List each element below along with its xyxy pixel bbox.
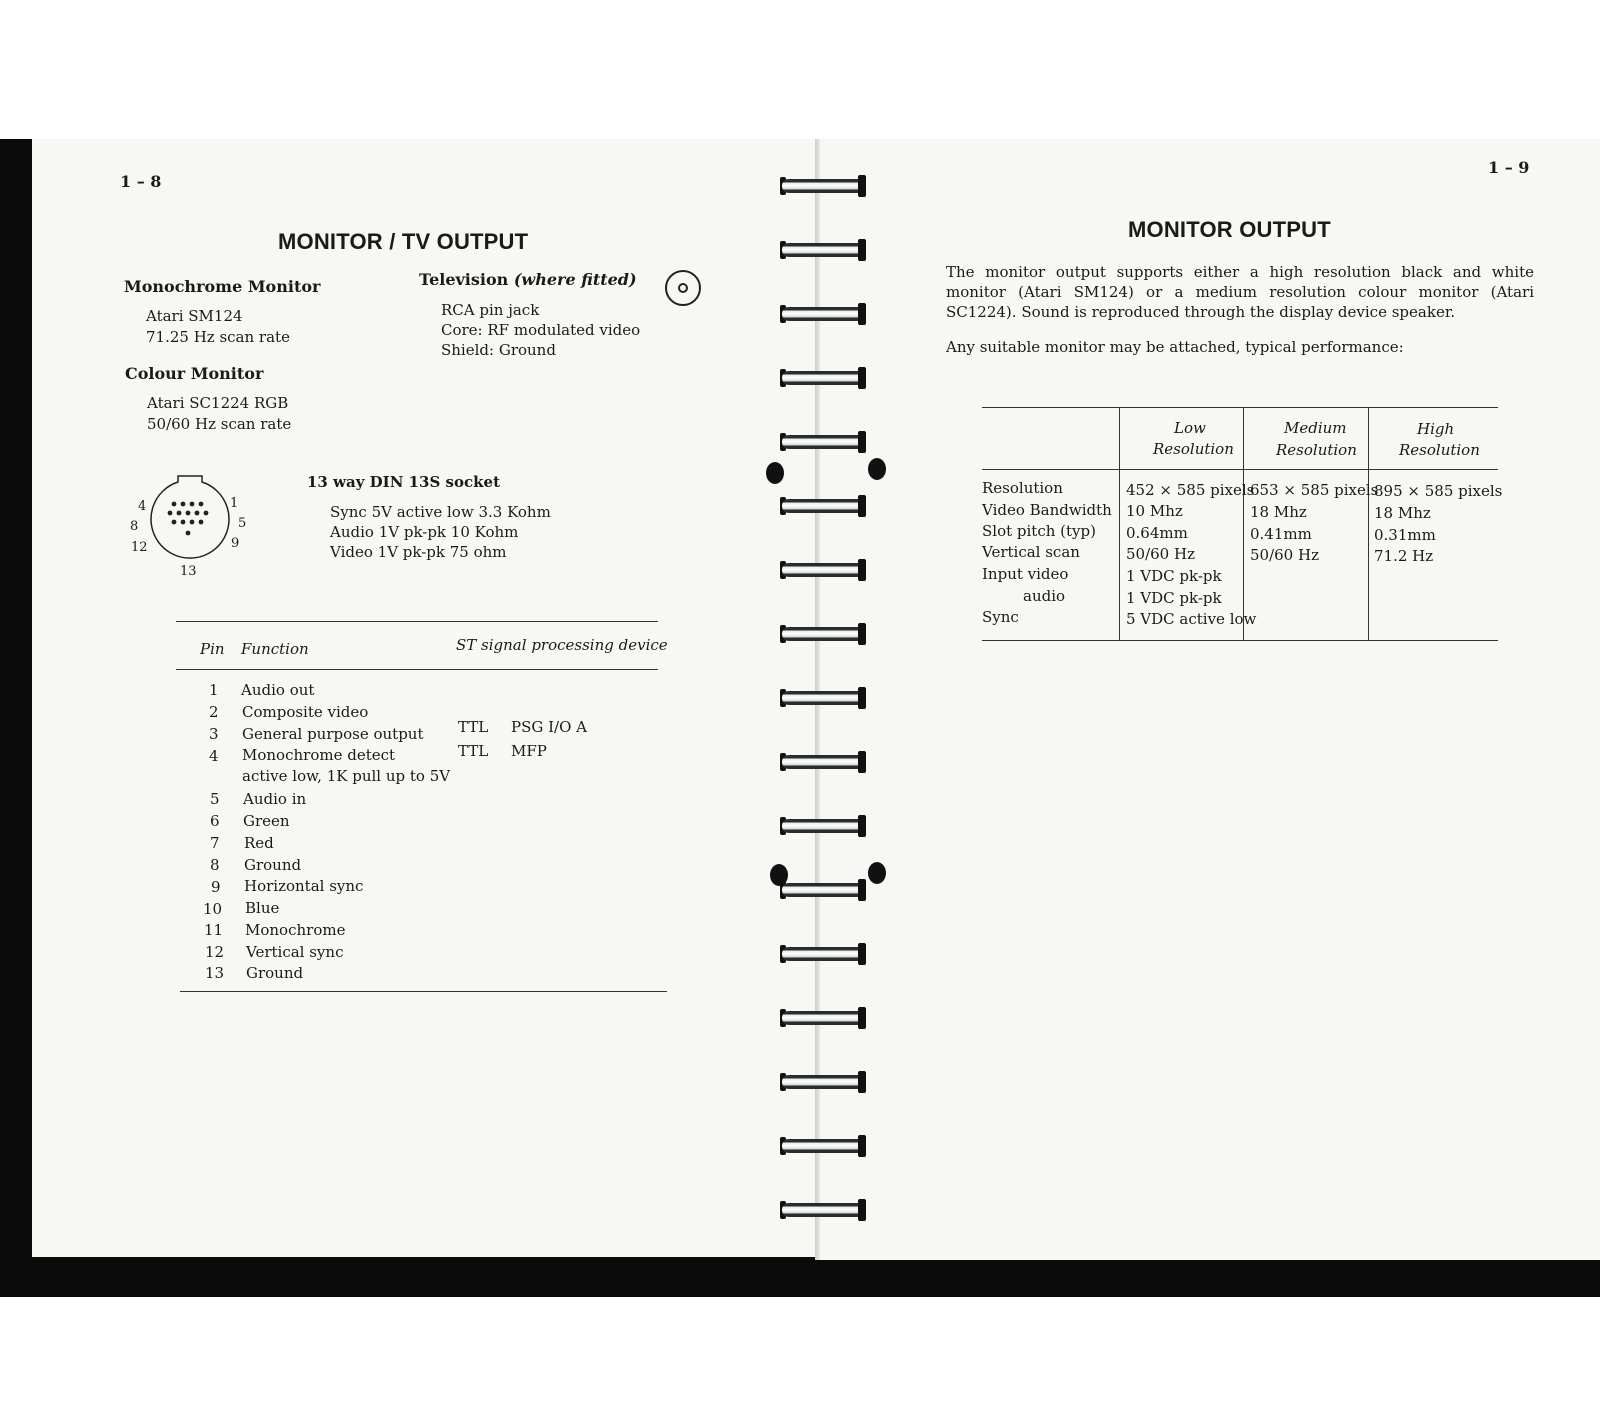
row-label: Resolution <box>982 479 1063 497</box>
din-label-1: 1 <box>230 496 239 511</box>
value-cell: 452 × 585 pixels <box>1126 481 1255 499</box>
mono-heading: Monochrome Monitor <box>124 277 321 296</box>
function-cell: Red <box>244 834 274 852</box>
spiral-coil <box>782 239 864 261</box>
value-cell: 18 Mhz <box>1374 504 1431 522</box>
right-page-title: MONITOR OUTPUT <box>1128 217 1331 242</box>
pin-cell: 13 <box>205 964 225 982</box>
din-label-4: 4 <box>138 499 147 514</box>
binder-hole <box>868 458 886 480</box>
function-cell: Horizontal sync <box>244 877 364 895</box>
pin-header-pin: Pin <box>200 640 225 658</box>
binder-hole <box>770 864 788 886</box>
pin-cell: 8 <box>210 856 220 874</box>
pin-cell: 10 <box>203 900 223 918</box>
pin-table-header-rule <box>176 669 658 670</box>
value-cell: 10 Mhz <box>1126 502 1183 520</box>
pin-cell: 4 <box>209 747 219 765</box>
tv-line3: Shield: Ground <box>441 341 556 359</box>
col-low-line1: Low <box>1174 419 1206 437</box>
col-medium-line2: Resolution <box>1276 441 1357 459</box>
value-cell: 895 × 585 pixels <box>1374 482 1503 500</box>
din-label-13: 13 <box>180 564 197 579</box>
din-line3: Video 1V pk-pk 75 ohm <box>330 543 507 561</box>
value-cell: 1 VDC pk-pk <box>1126 589 1222 607</box>
function-cell: Blue <box>245 899 280 917</box>
pin-cell: 11 <box>204 921 224 939</box>
spiral-coil <box>782 559 864 581</box>
mono-line1: Atari SM124 <box>146 307 243 325</box>
row-label: Input video <box>982 565 1069 583</box>
right-page-number: 1 – 9 <box>1488 158 1530 177</box>
spiral-coil <box>782 1199 864 1221</box>
perf-table-bottom-rule <box>982 640 1498 641</box>
col-high-line2: Resolution <box>1399 441 1480 459</box>
pin-cell: 1 <box>209 681 219 699</box>
pin-header-function: Function <box>241 640 309 658</box>
value-cell: 18 Mhz <box>1250 503 1307 521</box>
col-medium-line1: Medium <box>1284 419 1347 437</box>
spiral-coil <box>782 623 864 645</box>
function-cell: General purpose output <box>242 725 424 743</box>
tv-line2: Core: RF modulated video <box>441 321 641 339</box>
function-cell: Composite video <box>242 703 369 721</box>
value-cell: 0.64mm <box>1126 524 1188 542</box>
function-cell: Audio in <box>243 790 307 808</box>
row-label: Slot pitch (typ) <box>982 522 1096 540</box>
pin-cell: 3 <box>209 725 219 743</box>
pin-header-device: ST signal processing device <box>456 636 668 654</box>
perf-table-top-rule <box>982 407 1498 408</box>
function-cell: Monochrome detect <box>242 746 396 764</box>
binder-hole <box>766 462 784 484</box>
performance-intro: Any suitable monitor may be attached, typical performance: <box>946 338 1404 356</box>
din-label-8: 8 <box>130 519 139 534</box>
perf-table-header-rule <box>982 469 1498 470</box>
spiral-coil <box>782 1007 864 1029</box>
binder-hole <box>868 862 886 884</box>
spiral-coil <box>782 687 864 709</box>
value-cell: 5 VDC active low <box>1126 610 1257 628</box>
colour-line1: Atari SC1224 RGB <box>147 394 289 412</box>
spiral-coil <box>782 1071 864 1093</box>
tv-heading <box>419 270 637 289</box>
spiral-coil <box>782 879 864 901</box>
perf-table-column-rule <box>1119 407 1120 640</box>
left-page-number: 1 – 8 <box>120 172 162 191</box>
value-cell: 1 VDC pk-pk <box>1126 567 1222 585</box>
spiral-coil <box>782 815 864 837</box>
row-label: Vertical scan <box>982 543 1080 561</box>
pin-cell: 9 <box>211 878 221 896</box>
row-label: audio <box>1023 587 1066 605</box>
function-cell: Audio out <box>241 681 315 699</box>
din-heading: 13 way DIN 13S socket <box>307 473 501 491</box>
intro-paragraph: The monitor output supports either a high resolution black and white monitor (Atari SM124) or a medium resolution colour monitor (Atari SC1224). Sound is reproduced through the display device speaker. <box>946 263 1534 321</box>
colour-heading: Colour Monitor <box>125 364 264 383</box>
rca-jack-icon <box>663 268 703 308</box>
spiral-coil <box>782 495 864 517</box>
row-label: Video Bandwidth <box>982 501 1112 519</box>
col-low-line2: Resolution <box>1153 440 1234 458</box>
value-cell: 50/60 Hz <box>1250 546 1319 564</box>
din-label-5: 5 <box>238 516 247 531</box>
function-cell: active low, 1K pull up to 5V <box>242 767 451 785</box>
spiral-coil <box>782 431 864 453</box>
din-line1: Sync 5V active low 3.3 Kohm <box>330 503 551 521</box>
din-line2: Audio 1V pk-pk 10 Kohm <box>330 523 519 541</box>
left-page-title: MONITOR / TV OUTPUT <box>278 229 529 254</box>
value-cell: 653 × 585 pixels <box>1250 481 1379 499</box>
perf-table-column-rule <box>1368 407 1369 640</box>
spiral-coil <box>782 303 864 325</box>
pin-table-top-rule <box>176 621 658 622</box>
pin-cell: 5 <box>210 790 220 808</box>
tv-heading-main: Television <box>419 270 509 289</box>
value-cell: 71.2 Hz <box>1374 547 1434 565</box>
pin-cell: 7 <box>210 834 220 852</box>
col-high-line1: High <box>1417 420 1455 438</box>
device-cell: PSG I/O A <box>511 718 587 736</box>
pin-cell: 2 <box>209 703 219 721</box>
value-cell: 50/60 Hz <box>1126 545 1195 563</box>
function-cell: Monochrome <box>245 921 346 939</box>
function-cell: Green <box>243 812 290 830</box>
mono-line2: 71.25 Hz scan rate <box>146 328 290 346</box>
din-label-12: 12 <box>131 540 148 555</box>
pin-cell: 6 <box>210 812 220 830</box>
pin-table-bottom-rule <box>180 991 667 992</box>
value-cell: 0.41mm <box>1250 525 1312 543</box>
row-label: Sync <box>982 608 1019 626</box>
type-cell: TTL <box>458 742 489 760</box>
colour-line2: 50/60 Hz scan rate <box>147 415 292 433</box>
function-cell: Vertical sync <box>246 943 344 961</box>
tv-line1: RCA pin jack <box>441 301 540 319</box>
pin-cell: 12 <box>205 943 225 961</box>
function-cell: Ground <box>246 964 304 982</box>
type-cell: TTL <box>458 718 489 736</box>
tv-heading-note: (where fitted) <box>513 270 637 289</box>
spiral-coil <box>782 1135 864 1157</box>
din-label-9: 9 <box>231 536 240 551</box>
value-cell: 0.31mm <box>1374 526 1436 544</box>
spiral-coil <box>782 751 864 773</box>
spiral-coil <box>782 943 864 965</box>
spiral-coil <box>782 367 864 389</box>
spiral-coil <box>782 175 864 197</box>
function-cell: Ground <box>244 856 302 874</box>
perf-table-column-rule <box>1243 407 1244 640</box>
device-cell: MFP <box>511 742 547 760</box>
